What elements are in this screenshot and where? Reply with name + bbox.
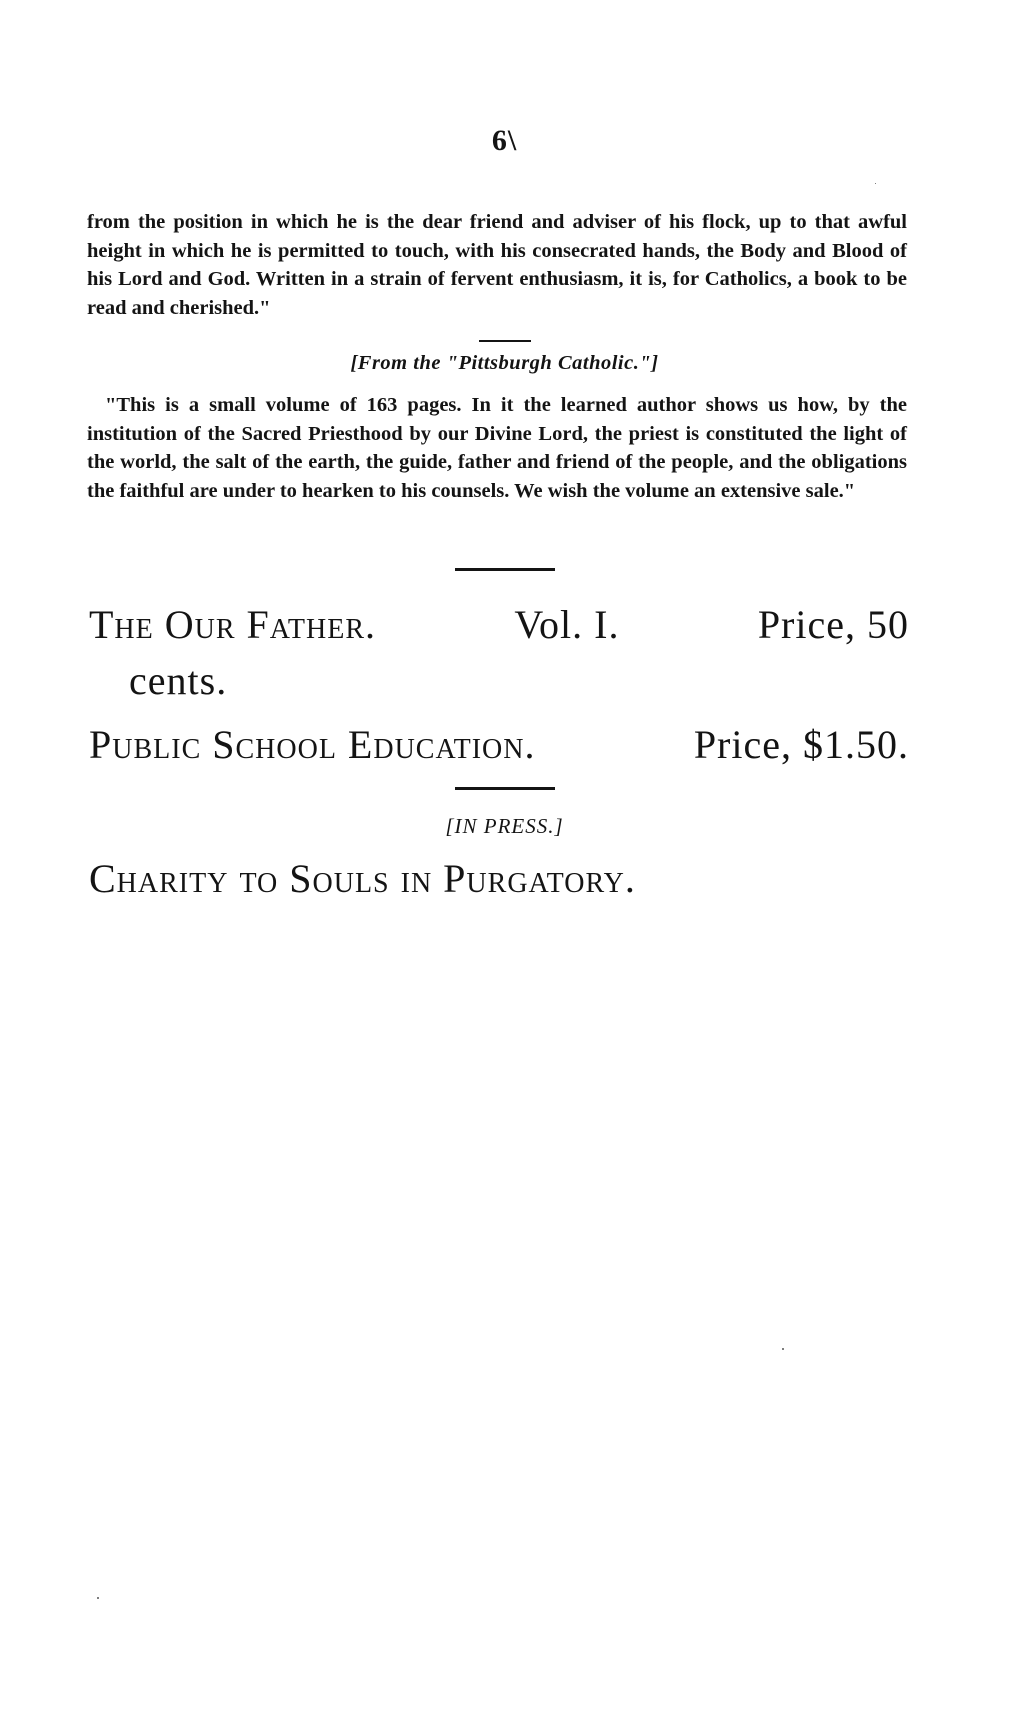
book-listing-public-school-education xyxy=(89,717,909,773)
book-listing-our-father xyxy=(89,597,909,709)
section-divider xyxy=(455,568,555,571)
paper-speck xyxy=(782,1348,784,1350)
in-press-label: [IN PRESS.] xyxy=(445,814,564,838)
book-price: Price, $1.50. xyxy=(693,722,909,767)
paper-speck xyxy=(875,183,876,184)
page-number: 6\ xyxy=(491,124,518,157)
book-title: Charity to Souls in Purgatory. xyxy=(89,856,636,901)
review-source-line: [From the "Pittsburgh Catholic."] xyxy=(350,352,659,374)
review-paragraph-continued: from the position in which he is the dear friend and adviser of his flock, up to that awful height in which he is permitted to touch, with his consecrated hands, the Body and Blood of his Lord and God. Written in a strain of fervent enthusiasm, it is, for Catholics, a book to be read and cherished." xyxy=(87,211,907,319)
book-price: Price, 50 xyxy=(757,602,909,647)
review-paragraph: "This is a small volume of 163 pages. In it the learned author shows us how, by the institution of the Sacred Priesthood by our Divine Lord, the priest is constituted the light of the world, the salt of the earth, the guide, father and friend of the people, and the obligations the faithful are under to hearken to his counsels. We wish the volume an extensive sale." xyxy=(87,394,907,502)
section-divider xyxy=(455,787,555,790)
book-listing-charity-to-souls xyxy=(89,851,909,907)
book-volume: Vol. I. xyxy=(514,602,620,647)
book-price-continued: cents. xyxy=(129,658,228,703)
book-title: The Our Father. xyxy=(89,602,377,647)
short-divider xyxy=(479,340,531,342)
paper-speck xyxy=(97,1597,99,1599)
book-title: Public School Education. xyxy=(89,722,536,767)
